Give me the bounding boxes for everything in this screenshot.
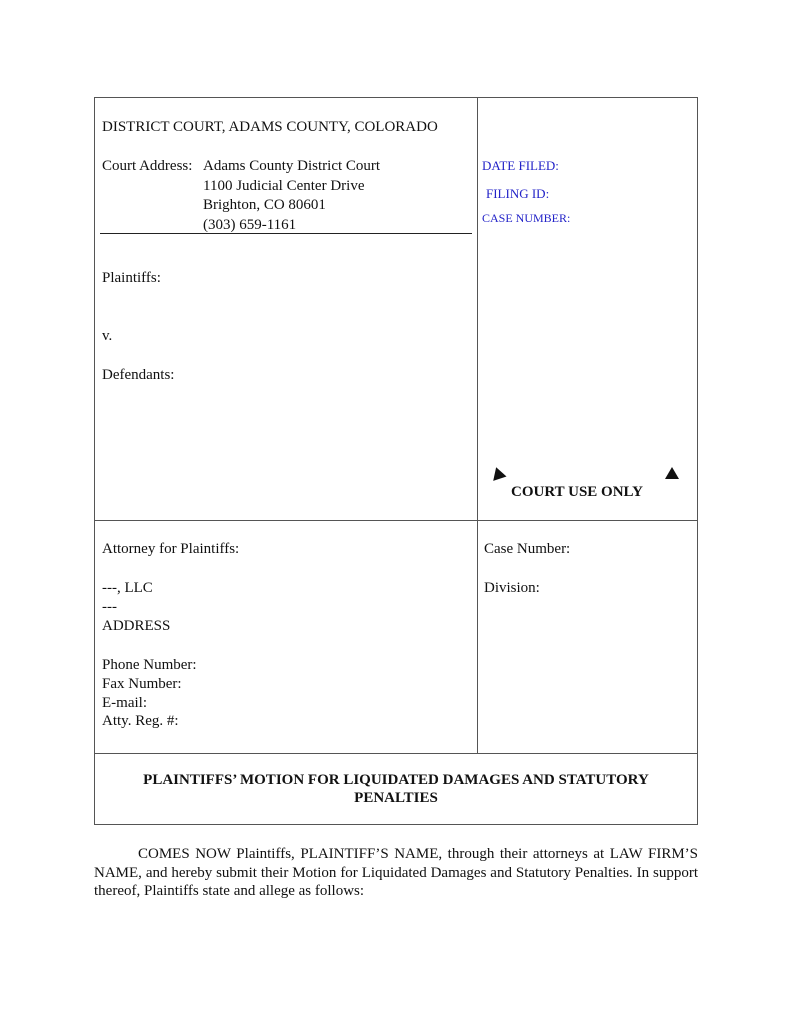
attorney-phone: Phone Number: bbox=[102, 657, 197, 673]
row-divider-title bbox=[95, 753, 697, 754]
column-divider bbox=[477, 98, 478, 753]
court-use-only: COURT USE ONLY bbox=[511, 484, 644, 500]
filing-id-stamp: FILING ID: bbox=[486, 186, 550, 201]
attorney-fax: Fax Number: bbox=[102, 676, 182, 692]
plaintiffs-label: Plaintiffs: bbox=[102, 270, 161, 286]
court-address-line-1: Adams County District Court bbox=[203, 158, 381, 174]
case-number-label: Case Number: bbox=[484, 541, 571, 557]
court-address-label: Court Address: bbox=[102, 158, 193, 174]
court-address-line-2: 1100 Judicial Center Drive bbox=[203, 177, 365, 194]
caption-table bbox=[94, 97, 698, 825]
attorney-label: Attorney for Plaintiffs: bbox=[102, 541, 240, 557]
division-label: Division: bbox=[484, 580, 540, 596]
defendants-label: Defendants: bbox=[102, 367, 175, 383]
court-address-line-3: Brighton, CO 80601 bbox=[203, 197, 326, 213]
triangle-left-icon bbox=[489, 465, 506, 481]
motion-title bbox=[95, 771, 697, 807]
motion-title-line-2: PENALTIES bbox=[354, 790, 438, 806]
court-name: DISTRICT COURT, ADAMS COUNTY, COLORADO bbox=[102, 119, 438, 135]
attorney-name: --- bbox=[102, 599, 117, 615]
intro-paragraph: COMES NOW Plaintiffs, PLAINTIFF’S NAME, through their attorneys at LAW FIRM’S NAME, and hereby submit their Motion for Liquidated Damages and Statutory Penalties. In support thereof, Plaintiffs state and allege as follows: bbox=[94, 846, 698, 899]
attorney-address: ADDRESS bbox=[102, 618, 171, 634]
attorney-reg: Atty. Reg. #: bbox=[102, 713, 179, 729]
attorney-firm: ---, LLC bbox=[102, 580, 153, 596]
date-filed-stamp: DATE FILED: bbox=[482, 158, 559, 173]
court-address-rule bbox=[100, 233, 472, 234]
row-divider-attorney bbox=[95, 520, 697, 521]
attorney-email: E-mail: bbox=[102, 695, 147, 711]
motion-title-line-1: PLAINTIFFS’ MOTION FOR LIQUIDATED DAMAGES AND STATUTORY bbox=[143, 772, 649, 788]
court-address-line-4: (303) 659-1161 bbox=[203, 216, 297, 233]
versus-label: v. bbox=[102, 328, 113, 344]
case-number-stamp: CASE NUMBER: bbox=[482, 211, 571, 225]
triangle-right-icon bbox=[665, 467, 679, 479]
court-address-lines bbox=[203, 157, 380, 235]
